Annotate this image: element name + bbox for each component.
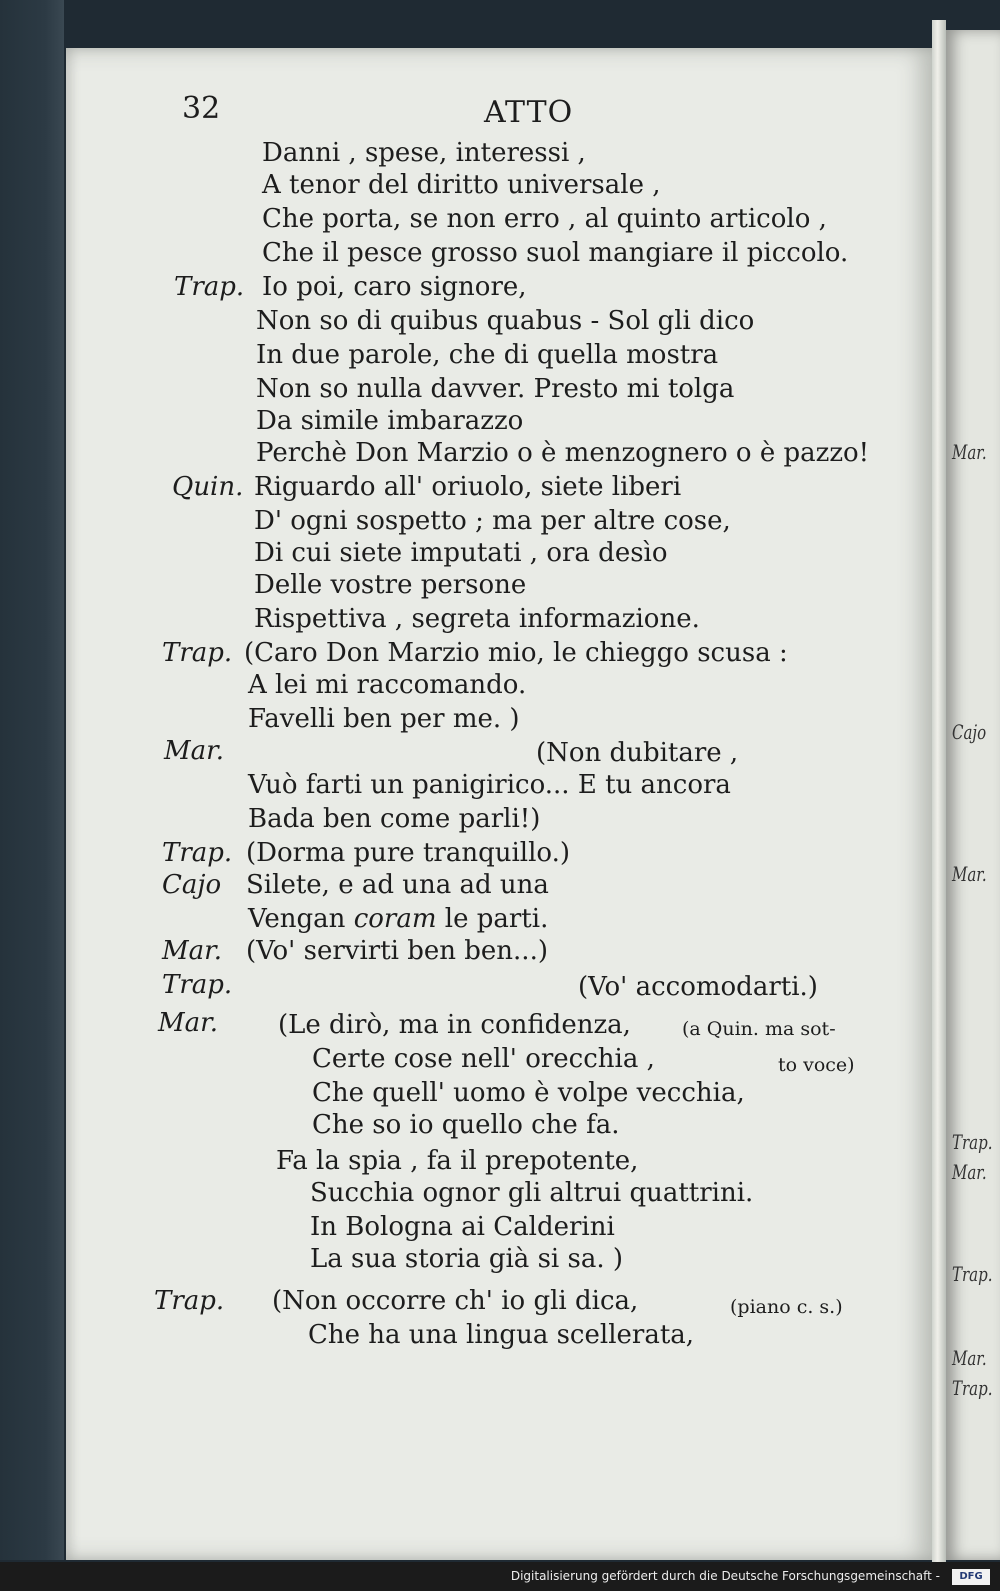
verse-line: (Le dirò, ma in confidenza, (278, 1010, 631, 1040)
verse-line: A tenor del diritto universale , (262, 170, 661, 200)
speaker-label: Mar. (162, 936, 222, 966)
speaker-label: Trap. (162, 970, 233, 1000)
verse-line: Succhia ognor gli altrui quattrini. (310, 1178, 754, 1208)
verse-line: Danni , spese, interessi , (262, 138, 586, 168)
verse-line: (Caro Don Marzio mio, le chieggo scusa : (244, 638, 788, 668)
speaker-label: Mar. (164, 736, 224, 766)
verse-line: La sua storia già si sa. ) (310, 1244, 624, 1274)
verse-line: Non so di quibus quabus - Sol gli dico (256, 306, 755, 336)
next-page-speaker: Trap. (952, 1130, 993, 1154)
next-page-speaker: Cajo (952, 720, 987, 744)
verse-line: (Dorma pure tranquillo.) (246, 838, 571, 868)
verse-line: Non so nulla davver. Presto mi tolga (256, 374, 735, 404)
footer-credit: Digitalisierung gefördert durch die Deutsche Forschungsgemeinschaft - (510, 1569, 940, 1583)
verse-line: Che ha una lingua scellerata, (308, 1320, 695, 1350)
page-edge (932, 20, 946, 1565)
verse-line: Fa la spia , fa il prepotente, (276, 1146, 639, 1176)
verse-line: Vengan coram le parti. (248, 904, 549, 934)
verse-line: (Vo' accomodarti.) (578, 972, 818, 1002)
verse-line: Che quell' uomo è volpe vecchia, (312, 1078, 745, 1108)
next-page-speaker: Mar. (952, 862, 987, 886)
page-header: ATTO (484, 95, 574, 130)
book-page (66, 48, 934, 1560)
verse-line: (Vo' servirti ben ben...) (246, 936, 548, 966)
digitization-footer (0, 1562, 1000, 1591)
verse-line: Riguardo all' oriuolo, siete liberi (254, 472, 682, 502)
next-page-speaker: Mar. (952, 440, 987, 464)
stage-direction: to voce) (778, 1054, 855, 1076)
verse-line: Silete, e ad una ad una (246, 870, 549, 900)
verse-line: Che il pesce grosso suol mangiare il piccolo. (262, 238, 849, 268)
next-page-speaker: Trap. (952, 1376, 993, 1400)
next-page-strip (946, 30, 1000, 1560)
verse-line: Che porta, se non erro , al quinto articolo , (262, 204, 827, 234)
speaker-label: Mar. (158, 1008, 218, 1038)
speaker-label: Trap. (174, 272, 245, 302)
verse-line: Di cui siete imputati , ora desìo (254, 538, 668, 568)
verse-line: (Non dubitare , (536, 738, 739, 768)
speaker-label: Trap. (162, 638, 233, 668)
speaker-label: Trap. (154, 1286, 225, 1316)
speaker-label: Trap. (162, 838, 233, 868)
next-page-speaker: Trap. (952, 1262, 993, 1286)
verse-line: Delle vostre persone (254, 570, 527, 600)
verse-line: A lei mi raccomando. (248, 670, 527, 700)
next-page-speaker: Mar. (952, 1160, 987, 1184)
verse-line: (Non occorre ch' io gli dica, (272, 1286, 639, 1316)
book-cover-left (0, 0, 64, 1560)
verse-line: D' ogni sospetto ; ma per altre cose, (254, 506, 731, 536)
speaker-label: Cajo (162, 870, 222, 900)
speaker-label: Quin. (172, 472, 244, 502)
stage-direction: (a Quin. ma sot- (682, 1018, 836, 1040)
verse-line: Perchè Don Marzio o è menzognero o è pazzo! (256, 438, 870, 468)
verse-line: Certe cose nell' orecchia , (312, 1044, 655, 1074)
stage-direction: (piano c. s.) (730, 1296, 843, 1318)
verse-line: Da simile imbarazzo (256, 406, 524, 436)
verse-line: In Bologna ai Calderini (310, 1212, 615, 1242)
verse-line: Vuò farti un panigirico... E tu ancora (248, 770, 731, 800)
verse-line: Io poi, caro signore, (262, 272, 527, 302)
verse-line: Favelli ben per me. ) (248, 704, 520, 734)
next-page-speaker: Mar. (952, 1346, 987, 1370)
dfg-logo: DFG (952, 1569, 990, 1585)
verse-line: In due parole, che di quella mostra (256, 340, 719, 370)
coram-word: coram (353, 904, 437, 934)
verse-line: Rispettiva , segreta informazione. (254, 604, 700, 634)
page-number: 32 (182, 91, 221, 126)
verse-line: Che so io quello che fa. (312, 1110, 620, 1140)
verse-line: Bada ben come parli!) (248, 804, 541, 834)
